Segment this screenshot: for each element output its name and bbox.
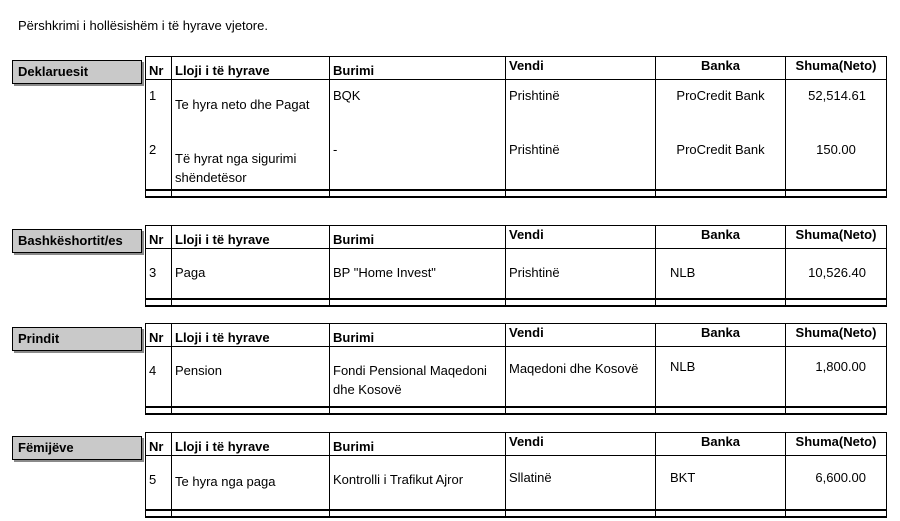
header-banka: Banka [656,57,786,80]
header-shuma: Shuma(Neto) [786,57,887,80]
cell-vendi: Prishtinë [506,80,656,134]
header-vendi: Vendi [506,433,656,456]
income-table [145,323,887,415]
table-end-row [146,407,887,414]
cell-nr: 3 [146,249,172,299]
income-table [145,56,887,198]
table-end-row [146,299,887,306]
cell-banka: NLB [656,249,786,299]
header-nr: Nr [146,226,172,249]
cell-nr: 4 [146,347,172,407]
cell-burimi: Fondi Pensional Maqedoni dhe Kosovë [330,347,506,407]
table-header-row [146,324,887,347]
cell-lloji: Te hyra nga paga [172,456,330,510]
header-vendi: Vendi [506,57,656,80]
header-lloji: Lloji i të hyrave [172,226,330,249]
cell-shuma: 52,514.61 [786,80,887,134]
cell-banka: ProCredit Bank [656,134,786,190]
header-burimi: Burimi [330,57,506,80]
income-table [145,225,887,307]
cell-burimi: BP "Home Invest" [330,249,506,299]
cell-lloji: Te hyra neto dhe Pagat [172,80,330,134]
header-vendi: Vendi [506,324,656,347]
cell-nr: 1 [146,80,172,134]
table-header-row [146,433,887,456]
header-shuma: Shuma(Neto) [786,226,887,249]
cell-vendi: Prishtinë [506,249,656,299]
table-header-row [146,226,887,249]
header-lloji: Lloji i të hyrave [172,433,330,456]
header-nr: Nr [146,324,172,347]
cell-nr: 2 [146,134,172,190]
header-lloji: Lloji i të hyrave [172,57,330,80]
cell-burimi: BQK [330,80,506,134]
cell-shuma: 10,526.40 [786,249,887,299]
header-banka: Banka [656,226,786,249]
section-label: Deklaruesit [12,60,142,84]
cell-shuma: 150.00 [786,134,887,190]
cell-lloji: Paga [172,249,330,299]
cell-vendi: Maqedoni dhe Kosovë [506,347,656,407]
section-label: Bashkëshortit/es [12,229,142,253]
cell-lloji: Të hyrat nga sigurimi shëndetësor [172,134,330,190]
header-lloji: Lloji i të hyrave [172,324,330,347]
table-row [146,134,887,190]
table-end-row [146,510,887,517]
cell-shuma: 1,800.00 [786,347,887,407]
header-shuma: Shuma(Neto) [786,324,887,347]
table-row [146,80,887,134]
header-nr: Nr [146,433,172,456]
cell-shuma: 6,600.00 [786,456,887,510]
cell-banka: NLB [656,347,786,407]
cell-vendi: Prishtinë [506,134,656,190]
header-vendi: Vendi [506,226,656,249]
table-header-row [146,57,887,80]
header-burimi: Burimi [330,226,506,249]
cell-lloji: Pension [172,347,330,407]
header-nr: Nr [146,57,172,80]
cell-banka: ProCredit Bank [656,80,786,134]
cell-nr: 5 [146,456,172,510]
table-row [146,456,887,510]
header-banka: Banka [656,433,786,456]
cell-banka: BKT [656,456,786,510]
header-shuma: Shuma(Neto) [786,433,887,456]
cell-burimi: Kontrolli i Trafikut Ajror [330,456,506,510]
cell-vendi: Sllatinë [506,456,656,510]
header-banka: Banka [656,324,786,347]
page-title: Përshkrimi i hollësishëm i të hyrave vjetore. [18,18,268,33]
section-label: Prindit [12,327,142,351]
table-end-row [146,190,887,197]
table-row [146,347,887,407]
header-burimi: Burimi [330,433,506,456]
section-label: Fëmijëve [12,436,142,460]
income-table [145,432,887,518]
cell-burimi: - [330,134,506,190]
table-row [146,249,887,299]
header-burimi: Burimi [330,324,506,347]
